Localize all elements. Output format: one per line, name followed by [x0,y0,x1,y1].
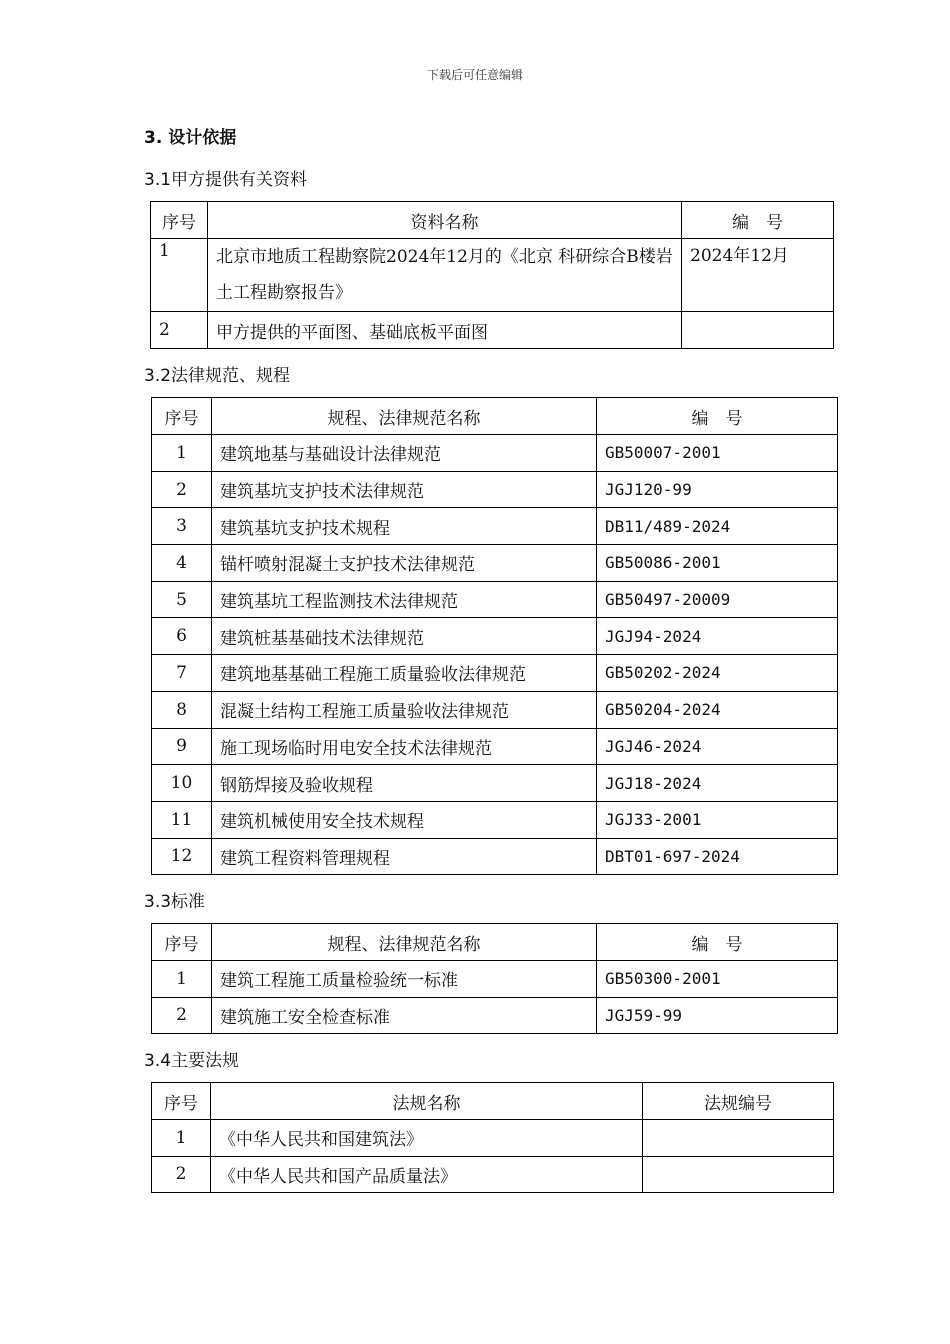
header-no: 序号 [152,398,212,435]
row-name: 建筑基坑工程监测技术法律规范 [212,581,597,618]
header-name: 规程、法律规范名称 [212,924,597,961]
row-code: GB50007-2001 [597,435,838,472]
table-row [152,1156,834,1193]
subsection-title-3-2: 3.2法律规范、规程 [144,366,291,386]
row-name: 建筑桩基基础技术法律规范 [212,618,597,655]
row-no: 3 [152,508,212,545]
header-code: 编 号 [597,398,838,435]
row-no: 7 [152,655,212,692]
table-row [152,581,838,618]
subsection-title-3-1: 3.1甲方提供有关资料 [144,170,308,190]
header-no: 序号 [152,1083,211,1120]
header-code: 法规编号 [643,1083,834,1120]
row-code: JGJ46-2024 [597,728,838,765]
row-no: 11 [152,801,212,838]
table-row [152,508,838,545]
table-row [152,997,838,1034]
row-name: 建筑机械使用安全技术规程 [212,801,597,838]
row-no: 2 [152,1156,211,1193]
row-code: JGJ94-2024 [597,618,838,655]
row-code: DB11/489-2024 [597,508,838,545]
table-row [152,765,838,802]
table-row [152,655,838,692]
row-code: GB50497-20009 [597,581,838,618]
table-codes-regulations [151,397,838,875]
table-header-row [152,398,838,435]
row-no: 2 [151,312,208,349]
table-row [152,435,838,472]
row-no: 1 [152,961,212,998]
row-name: 混凝土结构工程施工质量验收法律规范 [212,691,597,728]
row-name: 建筑基坑支护技术规程 [212,508,597,545]
row-code: GB50300-2001 [597,961,838,998]
header-code: 编 号 [597,924,838,961]
row-name: 建筑地基与基础设计法律规范 [212,435,597,472]
section-title: 3. 设计依据 [144,128,237,148]
row-no: 12 [152,838,212,875]
row-name: 《中华人民共和国建筑法》 [211,1120,643,1157]
page-header-note: 下载后可任意编辑 [426,68,523,82]
row-code: GB50204-2024 [597,691,838,728]
table-header-row [152,1083,834,1120]
table-standards [151,923,838,1034]
table-row [152,961,838,998]
row-name: 建筑地基基础工程施工质量验收法律规范 [212,655,597,692]
row-name: 《中华人民共和国产品质量法》 [211,1156,643,1193]
table-row [151,239,834,312]
header-name: 规程、法律规范名称 [212,398,597,435]
row-no: 4 [152,545,212,582]
row-no: 1 [152,1120,211,1157]
subsection-title-3-4: 3.4主要法规 [144,1051,240,1071]
header-no: 序号 [152,924,212,961]
row-code: JGJ59-99 [597,997,838,1034]
header-name: 资料名称 [208,202,682,239]
row-name: 建筑基坑支护技术法律规范 [212,471,597,508]
header-no: 序号 [151,202,208,239]
table-row [151,312,834,349]
row-name: 建筑施工安全检查标准 [212,997,597,1034]
subsection-title-3-3: 3.3标准 [144,892,206,912]
row-name: 锚杆喷射混凝土支护技术法律规范 [212,545,597,582]
row-name: 建筑工程施工质量检验统一标准 [212,961,597,998]
row-code: JGJ33-2001 [597,801,838,838]
row-name: 钢筋焊接及验收规程 [212,765,597,802]
row-no: 6 [152,618,212,655]
row-no: 5 [152,581,212,618]
table-row [152,1120,834,1157]
row-name: 甲方提供的平面图、基础底板平面图 [208,312,682,349]
header-name: 法规名称 [211,1083,643,1120]
header-code: 编 号 [682,202,834,239]
row-no: 9 [152,728,212,765]
table-row [152,691,838,728]
table-row [152,545,838,582]
row-code: GB50202-2024 [597,655,838,692]
row-no: 1 [151,239,208,312]
table-row [152,471,838,508]
row-code: DBT01-697-2024 [597,838,838,875]
row-no: 2 [152,471,212,508]
row-code: JGJ120-99 [597,471,838,508]
table-main-laws [151,1082,834,1193]
row-code: 2024年12月 [682,239,834,312]
row-name: 北京市地质工程勘察院2024年12月的《北京 科研综合B楼岩土工程勘察报告》 [208,239,682,312]
table-header-row [152,924,838,961]
table-row [152,838,838,875]
row-code: GB50086-2001 [597,545,838,582]
table-row [152,801,838,838]
row-name: 建筑工程资料管理规程 [212,838,597,875]
row-no: 8 [152,691,212,728]
table-client-materials [150,201,834,349]
row-code: JGJ18-2024 [597,765,838,802]
table-row [152,728,838,765]
row-no: 1 [152,435,212,472]
row-no: 10 [152,765,212,802]
table-row [152,618,838,655]
row-code [643,1120,834,1157]
row-code [682,312,834,349]
table-header-row [151,202,834,239]
row-code [643,1156,834,1193]
row-no: 2 [152,997,212,1034]
row-name: 施工现场临时用电安全技术法律规范 [212,728,597,765]
